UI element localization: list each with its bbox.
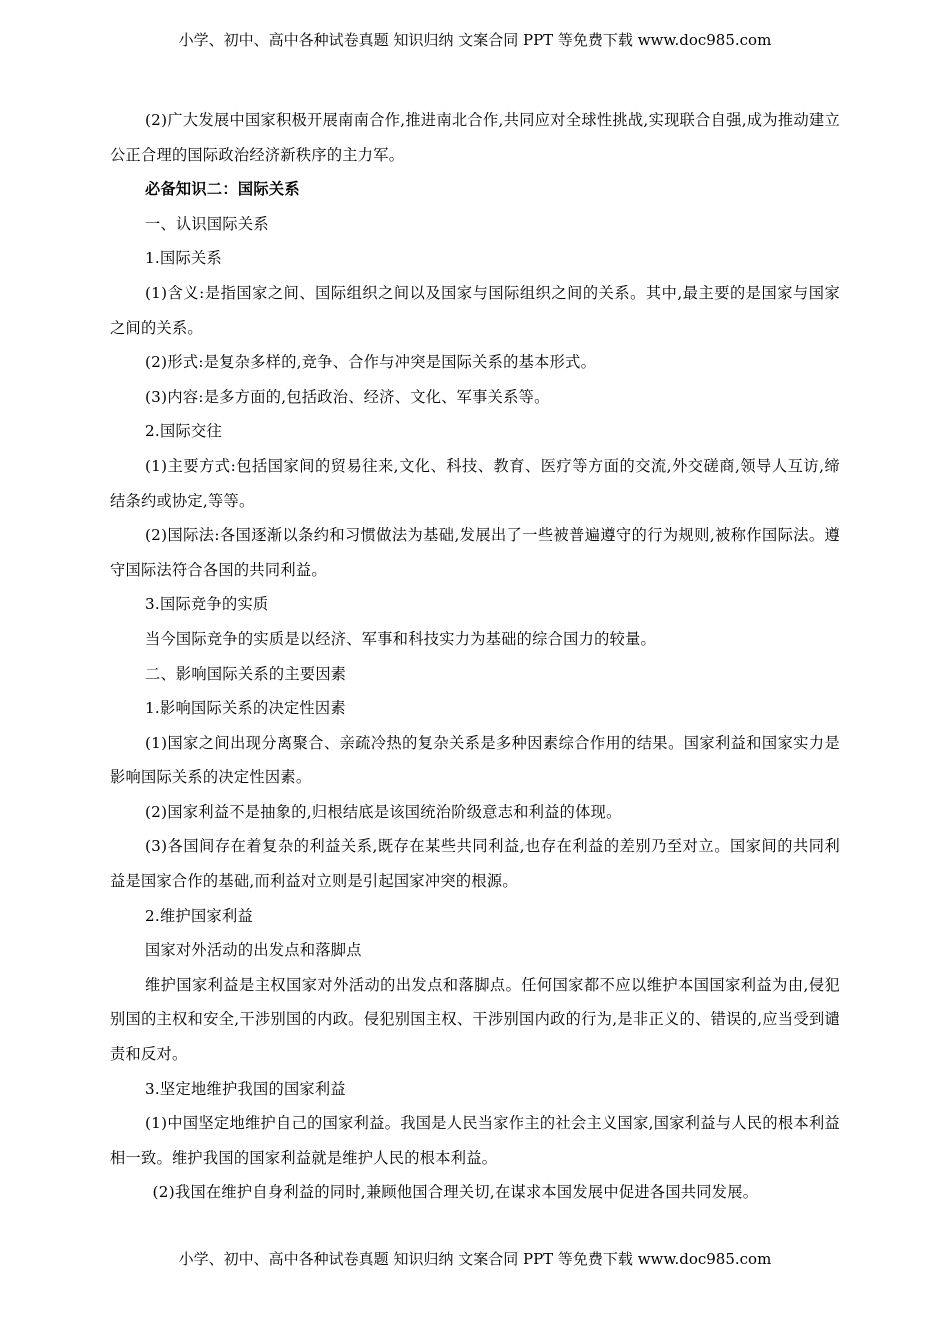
page-header-watermark: 小学、初中、高中各种试卷真题 知识归纳 文案合同 PPT 等免费下载 www.doc985.com — [178, 31, 772, 49]
item-heading-china-interest: 3.坚定地维护我国的国家利益 — [144, 1079, 346, 1098]
paragraph-china-2: (2)我国在维护自身利益的同时,兼顾他国合理关切,在谋求本国发展中促进各国共同发展。 — [152, 1183, 759, 1202]
paragraph-content: (3)内容:是多方面的,包括政治、经济、文化、军事关系等。 — [144, 387, 550, 406]
paragraph-main-methods: (1)主要方式:包括国家间的贸易往来,文化、科技、教育、医疗等方面的交流,外交磋商,领导人互访,缔结条约或协定,等等。 — [110, 456, 840, 510]
item-heading-national-interest: 2.维护国家利益 — [144, 906, 253, 925]
item-heading-decisive-factors: 1.影响国际关系的决定性因素 — [144, 699, 346, 718]
subheading-main-factors: 二、影响国际关系的主要因素 — [144, 664, 347, 683]
paragraph-international-law: (2)国际法:各国逐渐以条约和习惯做法为基础,发展出了一些被普遍遵守的行为规则,被称作国际法。遵守国际法符合各国的共同利益。 — [110, 526, 840, 579]
paragraph-factors-3: (3)各国间存在着复杂的利益关系,既存在某些共同利益,也存在利益的差别乃至对立。国家间的共同利益是国家合作的基础,而利益对立则是引起国家冲突的根源。 — [110, 837, 840, 891]
paragraph-factors-1: (1)国家之间出现分离聚合、亲疏冷热的复杂关系是多种因素综合作用的结果。国家利益和国家实力是影响国际关系的决定性因素。 — [110, 733, 840, 787]
item-heading-2: 2.国际交往 — [144, 422, 222, 441]
paragraph-competition-essence: 当今国际竞争的实质是以经济、军事和科技实力为基础的综合国力的较量。 — [144, 629, 657, 648]
item-heading-1: 1.国际关系 — [144, 249, 222, 268]
paragraph-safeguard-interest: 维护国家利益是主权国家对外活动的出发点和落脚点。任何国家都不应以维护本国国家利益为由,侵犯别国的主权和安全,干涉别国的内政。侵犯别国主权、干涉别国内政的行为,是非正义的、错误的,应当受到谴责和反对。 — [110, 975, 840, 1064]
paragraph-definition: (1)含义:是指国家之间、国际组织之间以及国家与国际组织之间的关系。其中,最主要的是国家与国家之间的关系。 — [110, 283, 840, 337]
paragraph-developing-countries: (2)广大发展中国家积极开展南南合作,推进南北合作,共同应对全球性挑战,实现联合自强,成为推动建立公正合理的国际政治经济新秩序的主力军。 — [110, 111, 840, 164]
page-footer-watermark: 小学、初中、高中各种试卷真题 知识归纳 文案合同 PPT 等免费下载 www.doc985.com — [178, 1250, 772, 1268]
section-heading-international-relations: 必备知识二：国际关系 — [144, 180, 300, 199]
document-body — [110, 103, 840, 1210]
paragraph-factors-2: (2)国家利益不是抽象的,归根结底是该国统治阶级意志和利益的体现。 — [144, 802, 622, 821]
item-heading-3: 3.国际竞争的实质 — [144, 595, 269, 614]
paragraph-china-1: (1)中国坚定地维护自己的国家利益。我国是人民当家作主的社会主义国家,国家利益与人民的根本利益相一致。维护我国的国家利益就是维护人民的根本利益。 — [110, 1114, 840, 1167]
paragraph-starting-point: 国家对外活动的出发点和落脚点 — [144, 941, 362, 960]
subheading-understanding-relations: 一、认识国际关系 — [144, 214, 269, 233]
paragraph-form: (2)形式:是复杂多样的,竞争、合作与冲突是国际关系的基本形式。 — [144, 353, 597, 372]
